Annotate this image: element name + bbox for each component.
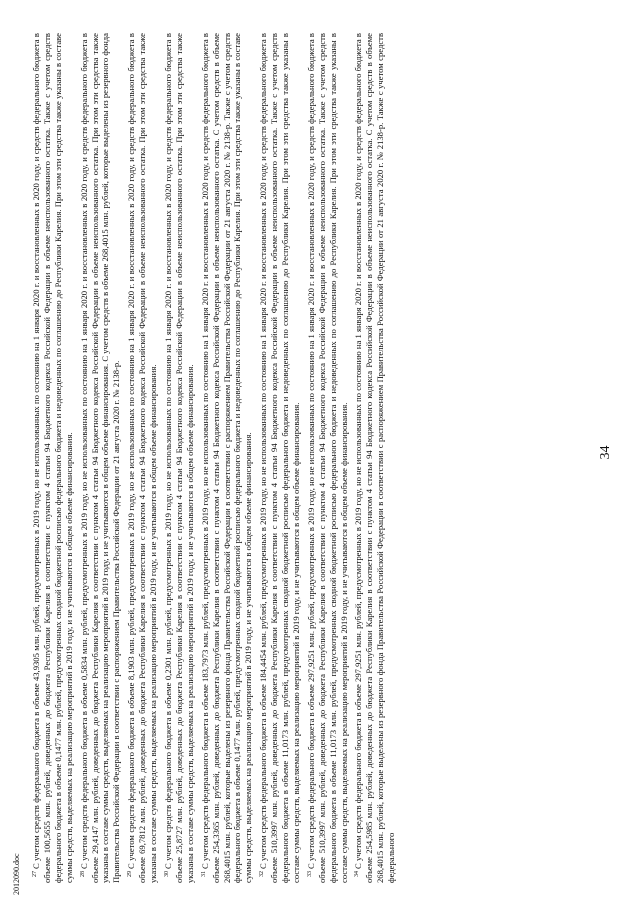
footnote bbox=[199, 33, 255, 883]
footnote-text: С учетом средств федерального бюджета в объеме 297,9251 млн. рублей, предусмотренных в 2019 году, но не использованных по состоянию на 1 января 2020 г. и восстановленных в 2020 году, и средств федерального бюджета в объеме 510,3997 млн. рублей, доведенных до бюджета Республики Карелия в соответствии с пунктом 4 статьи 94 Бюджетного кодекса Российской Федерации в объеме неиспользованного остатка. Также с учетом средств федерального бюджета в объеме 11,0173 млн. рублей, предусмотренных сводной бюджетной росписью федерального бюджета и недоведенных по соглашению до Республики Карелия. При этом эти средства также указаны в составе суммы средств, выделяемых на реализацию мероприятий в 2019 году, и не учитываются в общем объеме финансирования. bbox=[305, 33, 349, 883]
footnote bbox=[257, 33, 302, 883]
footnote-text: С учетом средств федерального бюджета в объеме 8,1903 млн. рублей, предусмотренных в 2019 году, но не использованных по состоянию на 1 января 2020 г. и восстановленных в 2020 году, и средств федерального бюджета в объеме 69,7812 млн. рублей, доведенных до бюджета Республики Карелия в соответствии с пунктом 4 статьи 94 Бюджетного кодекса Российской Федерации в объеме неиспользованного остатка. При этом эти средства также указаны в составе суммы средств, выделяемых на реализацию мероприятий в 2019 году, и не учитываются в общем объеме финансирования. bbox=[126, 33, 159, 883]
footnote bbox=[78, 33, 123, 883]
footnote-number: 30 bbox=[163, 871, 170, 877]
footnote-text: С учетом средств федерального бюджета в объеме 297,9251 млн. рублей, предусмотренных в 2019 году, но не использованных по состоянию на 1 января 2020 г. и восстановленных в 2020 году, и средств федерального бюджета в объеме 254,5985 млн. рублей, доведенных до бюджета Республики Карелия в соответствии с пунктом 4 статьи 94 Бюджетного кодекса Российской Федерации в объеме неиспользованного остатка. С учетом средств в объеме 268,4015 млн. рублей, которые выделены из резервного фонда Правительства Российской Федерации в соответствии с распоряжением Правительства Российской Федерации от 21 августа 2020 г. № 2138-р. Также с учетом средств федерального bbox=[353, 33, 397, 883]
footnote-number: 34 bbox=[354, 871, 361, 877]
footnote bbox=[352, 33, 397, 883]
footnote-number: 27 bbox=[32, 871, 38, 877]
footnote-text: С учетом средств федерального бюджета в объеме 0,5834 млн. рублей, предусмотренных в 2019 году, но не использованных по состоянию на 1 января 2020 г. и восстановленных в 2020 году, и средств федерального бюджета в объеме 29,4147 млн. рублей, доведенных до бюджета Республики Карелия в соответствии с пунктом 4 статьи 94 Бюджетного кодекса Российской Федерации в объеме неиспользованного остатка. При этом эти средства также указаны в составе суммы средств, выделяемых на реализацию мероприятий в 2019 году, и не учитываются в общем объеме финансирования. С учетом средств в объеме 268,4015 млн. рублей, которые выделены из резервного фонда Правительства Российской Федерации в соответствии с распоряжением Правительства Российской Федерации от 21 августа 2020 г. № 2138-р. bbox=[78, 33, 122, 883]
footnote bbox=[30, 33, 75, 883]
footnote-number: 28 bbox=[79, 871, 86, 877]
footnote-number: 31 bbox=[200, 871, 207, 877]
footnotes-block bbox=[30, 33, 400, 883]
page-number: 34 bbox=[598, 445, 613, 460]
footnote-number: 29 bbox=[127, 871, 134, 877]
footnote bbox=[162, 33, 196, 883]
footnote-text: С учетом средств федерального бюджета в объеме 184,4454 млн. рублей, предусмотренных в 2019 году, но не использованных по состоянию на 1 января 2020 г. и восстановленных в 2020 году, и средств федерального бюджета в объеме 510,3997 млн. рублей, доведенных до бюджета Республики Карелия в соответствии с пунктом 4 статьи 94 Бюджетного кодекса Российской Федерации в объеме неиспользованного остатка. Также с учетом средств федерального бюджета в объеме 11,0173 млн. рублей, предусмотренных сводной бюджетной росписью федерального бюджета и недоведенных по соглашению до Республики Карелия. При этом эти средства также указаны в составе суммы средств, выделяемых на реализацию мероприятий в 2019 году, и не учитываются в общем объеме финансирования. bbox=[258, 33, 301, 883]
footer-file-name: 2012090.doc bbox=[12, 853, 21, 895]
footnote-text: С учетом средств федерального бюджета в объеме 0,2301 млн. рублей, предусмотренных в 2019 году, но не использованных по состоянию на 1 января 2020 г. и восстановленных в 2020 году, и средств федерального бюджета в объеме 25,8727 млн. рублей, доведенных до бюджета Республики Карелия в соответствии с пунктом 4 статьи 94 Бюджетного кодекса Российской Федерации в объеме неиспользованного остатка. При этом эти средства также указаны в составе суммы средств, выделяемых на реализацию мероприятий в 2019 году, и не учитываются в общем объеме финансирования. bbox=[162, 33, 195, 883]
footnote-number: 33 bbox=[306, 871, 313, 877]
footnote-text: С учетом средств федерального бюджета в объеме 43,9305 млн. рублей, предусмотренных в 2019 году, но не использованных по состоянию на 1 января 2020 г. и восстановленных в 2020 году, и средств федерального бюджета в объеме 100,5655 млн. рублей, доведенных до бюджета Республики Карелия в соответствии с пунктом 4 статьи 94 Бюджетного кодекса Российской Федерации в объеме неиспользованного остатка. Также с учетом средств федерального бюджета в объеме 0,1477 млн. рублей, предусмотренных сводной бюджетной росписью федерального бюджета и недоведенных по соглашению до Республики Карелия. При этом эти средства также указаны в составе суммы средств, выделяемых на реализацию мероприятий в 2019 году, и не учитываются в общем объеме финансирования. bbox=[31, 33, 74, 883]
footnote-number: 32 bbox=[259, 871, 266, 877]
footnote bbox=[305, 33, 350, 883]
footnote bbox=[125, 33, 159, 883]
footnote-text: С учетом средств федерального бюджета в объеме 183,7973 млн. рублей, предусмотренных в 2019 году, но не использованных по состоянию на 1 января 2020 г. и восстановленных в 2020 году, и средств федерального бюджета в объеме 254,3365 млн. рублей, доведенных до бюджета Республики Карелия в соответствии с пунктом 4 статьи 94 Бюджетного кодекса Российской Федерации в объеме неиспользованного остатка. С учетом средств в объеме 268,4015 млн. рублей, которые выделены из резервного фонда Правительства Российской Федерации в соответствии с распоряжением Правительства Российской Федерации от 21 августа 2020 г. № 2138-р. Также с учетом средств федерального бюджета в объеме 0,1477 млн. рублей, предусмотренных сводной бюджетной росписью федерального бюджета и недоведенных по соглашению до Республики Карелия. При этом эти средства также указаны в составе суммы средств, выделяемых на реализацию мероприятий в 2019 году, и не учитываются в общем объеме финансирования. bbox=[199, 33, 254, 883]
